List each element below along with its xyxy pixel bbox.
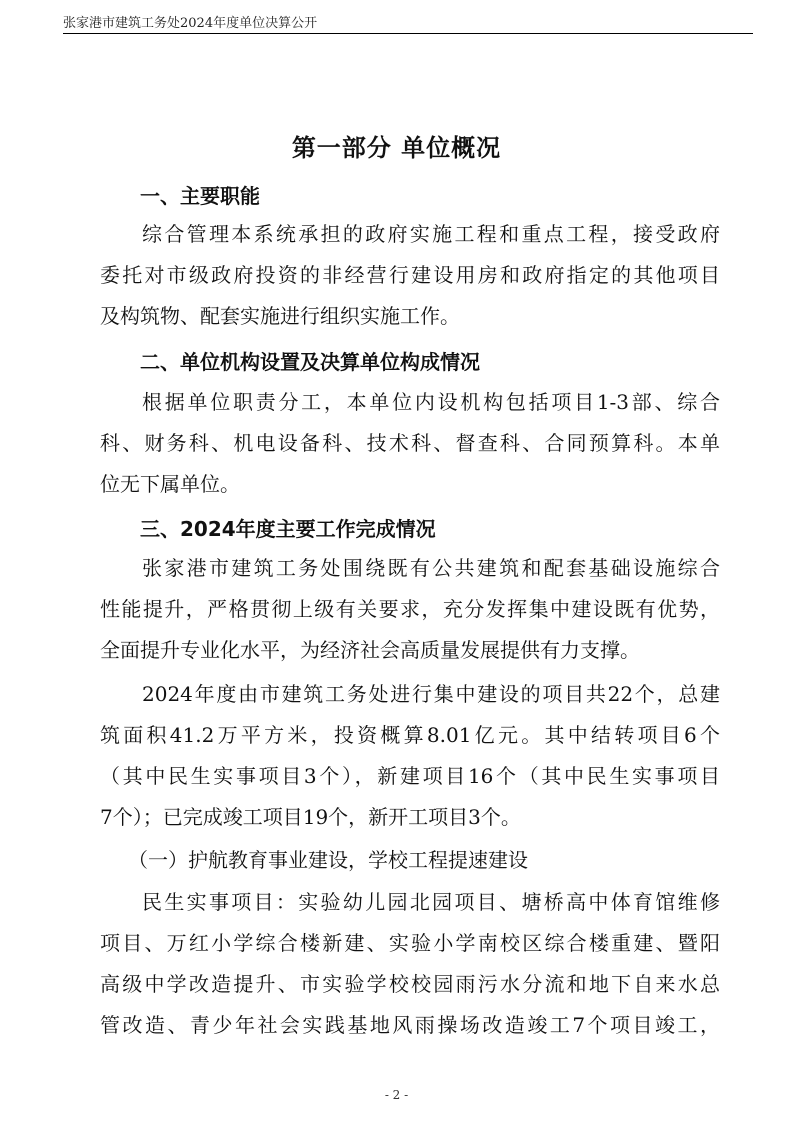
page-number: - 2 - [384, 1088, 409, 1102]
paragraph-organization [100, 382, 720, 505]
section-heading-organization: 二、单位机构设置及决算单位构成情况 [140, 350, 480, 374]
subheading-education [100, 840, 720, 881]
text-line: 管改造、青少年社会实践基地风雨操场改造竣工7个项目竣工， [100, 1013, 720, 1037]
text-line: 位无下属单位。 [100, 472, 240, 496]
text-line: （其中民生实事项目3个），新建项目16个（其中民生实事项目 [100, 764, 720, 788]
text-line: 委托对市级政府投资的非经营行建设用房和政府指定的其他项目 [100, 263, 720, 287]
text-line: 性能提升，严格贯彻上级有关要求，充分发挥集中建设既有优势， [100, 597, 720, 621]
text-line: 及构筑物、配套实施进行组织实施工作。 [100, 304, 460, 328]
section-heading-work-2024: 三、2024年度主要工作完成情况 [140, 517, 436, 541]
paragraph-main-functions [100, 214, 720, 337]
text-line: 项目、万红小学综合楼新建、实验小学南校区综合楼重建、暨阳 [100, 931, 720, 955]
text-line: 综合管理本系统承担的政府实施工程和重点工程，接受政府 [142, 222, 720, 246]
page-title: 第一部分 单位概况 [291, 134, 502, 162]
text-line: 全面提升专业化水平，为经济社会高质量发展提供有力支撑。 [100, 638, 640, 662]
text-line: 科、财务科、机电设备科、技术科、督查科、合同预算科。本单 [100, 431, 720, 455]
document-header: 张家港市建筑工务处2024年度单位决算公开 [63, 16, 318, 31]
text-line: 7个）；已完成竣工项目19个，新开工项目3个。 [100, 805, 521, 829]
section-heading-main-functions: 一、主要职能 [140, 184, 260, 208]
text-line: 高级中学改造提升、市实验学校校园雨污水分流和地下自来水总 [100, 972, 720, 996]
text-line: 张家港市建筑工务处围绕既有公共建筑和配套基础设施综合 [142, 556, 720, 580]
paragraph-education-projects [100, 882, 720, 1046]
text-line: 民生实事项目：实验幼儿园北园项目、塘桥高中体育馆维修 [142, 890, 720, 914]
paragraph-project-stats [100, 674, 720, 838]
header-divider [63, 33, 753, 34]
text-line: 根据单位职责分工，本单位内设机构包括项目1-3部、综合 [142, 390, 720, 414]
text-line: 2024年度由市建筑工务处进行集中建设的项目共22个，总建 [142, 682, 720, 706]
text-line: 筑面积41.2万平方米，投资概算8.01亿元。其中结转项目6个 [100, 723, 720, 747]
text-line: （一）护航教育事业建设，学校工程提速建设 [128, 848, 528, 872]
paragraph-work-overview [100, 548, 720, 671]
